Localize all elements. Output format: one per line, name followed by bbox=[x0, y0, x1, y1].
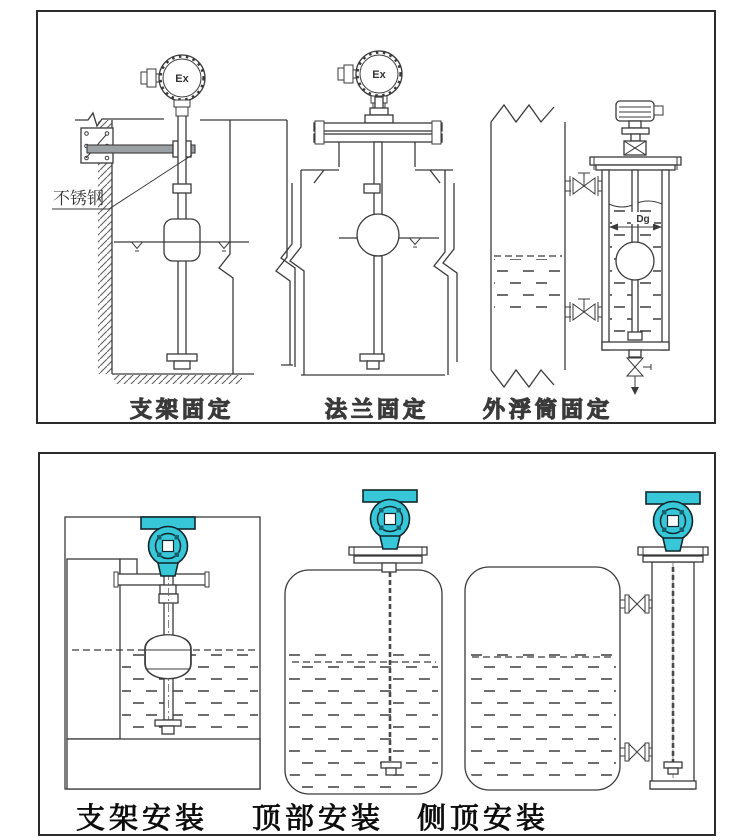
lower-isolation-valve bbox=[573, 299, 595, 320]
caption-side-top-install: 侧顶安装 bbox=[416, 803, 549, 835]
flange-plate-lower bbox=[314, 134, 442, 142]
chamber-flange bbox=[590, 157, 681, 165]
ex-transmitter-head bbox=[338, 51, 402, 112]
chamber-wall-left bbox=[602, 170, 609, 350]
caption-external-chamber-fixing: 外浮筒固定 bbox=[482, 397, 613, 422]
upper-connection bbox=[620, 595, 652, 613]
bracket-fixing-drawing bbox=[52, 55, 293, 384]
caption-top-install: 顶部安装 bbox=[251, 803, 384, 835]
brick-floor bbox=[67, 739, 260, 789]
liquid bbox=[289, 654, 438, 790]
liquid bbox=[469, 650, 616, 786]
caption-bracket-install: 支架安装 bbox=[75, 803, 208, 835]
external-chamber-fixing-drawing bbox=[491, 101, 681, 395]
flange-plate-upper bbox=[314, 123, 442, 131]
installation-methods-drawing bbox=[40, 454, 714, 834]
junction-box bbox=[616, 101, 654, 121]
tank-liquid bbox=[494, 259, 562, 314]
float bbox=[145, 635, 191, 679]
lower-connection bbox=[620, 743, 652, 761]
brick-wall bbox=[67, 559, 120, 739]
transmitter-head bbox=[363, 490, 417, 549]
upper-isolation-valve bbox=[573, 173, 595, 194]
ex-transmitter-head bbox=[141, 55, 205, 116]
float bbox=[164, 219, 200, 261]
sphere-float bbox=[616, 242, 654, 280]
fixing-methods-drawing bbox=[38, 12, 714, 422]
bracket-install-drawing bbox=[65, 517, 260, 789]
ex-label: Ex bbox=[175, 73, 189, 85]
sphere-float bbox=[357, 214, 399, 256]
side-top-install-drawing bbox=[465, 492, 714, 834]
fixing-methods-panel bbox=[36, 10, 716, 424]
chamber-wall-right bbox=[662, 170, 669, 350]
flange-fixing-drawing bbox=[281, 51, 457, 375]
caption-flange-fixing: 法兰固定 bbox=[324, 397, 429, 422]
dg-label: Dg bbox=[636, 214, 650, 225]
stainless-steel-label: 不锈钢 bbox=[53, 189, 104, 208]
caption-bracket-fixing: 支架固定 bbox=[129, 397, 234, 422]
transmitter-head bbox=[646, 492, 700, 551]
installation-methods-panel bbox=[38, 452, 716, 836]
ex-label: Ex bbox=[372, 69, 386, 81]
